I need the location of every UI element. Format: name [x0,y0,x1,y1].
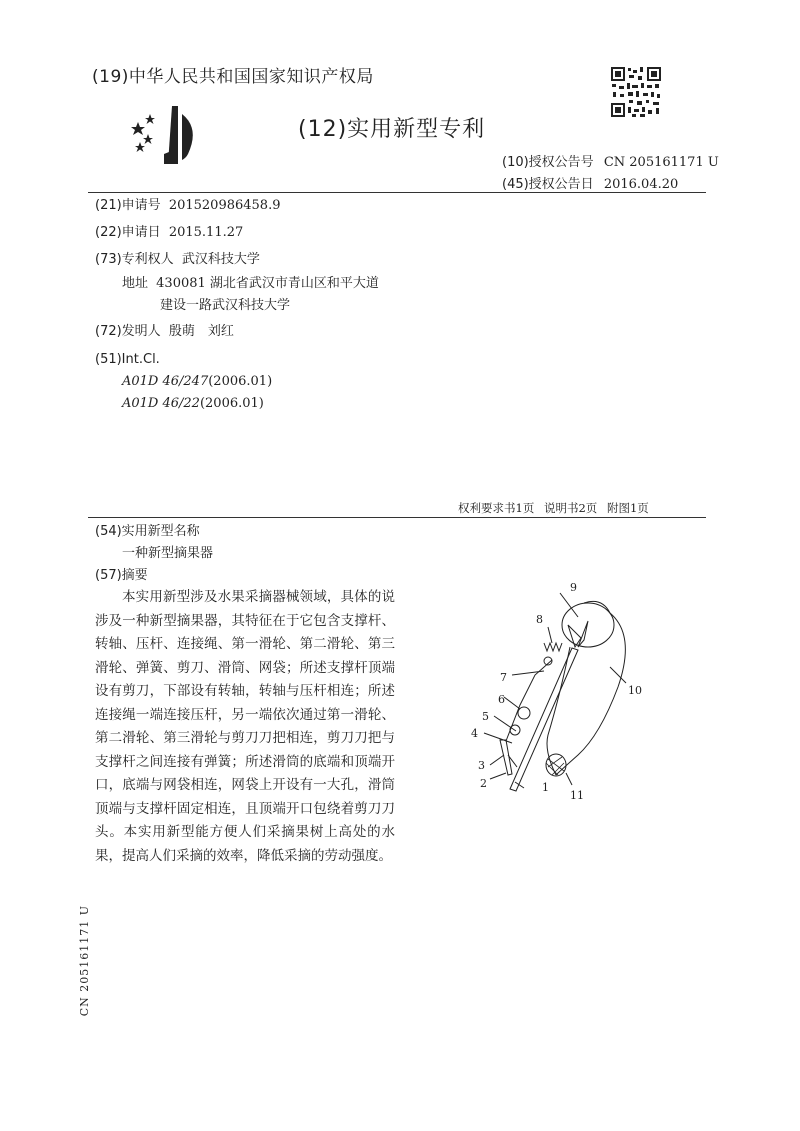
application-date-label: (22)申请日 [95,225,161,240]
inventors: 殷萌 刘红 [168,324,234,339]
address-label: 地址 [122,276,149,291]
address-line-2: 建设一路武汉科技大学 [160,298,291,313]
ipc-label-text: (51)Int.Cl. [95,352,160,367]
figure-label: 9 [570,581,577,594]
ipc-code: A01D 46/247 [122,374,209,389]
application-number-row [95,196,280,216]
publication-number: CN 205161171 U [603,155,719,170]
cnipa-logo-icon [128,104,208,168]
figure-label: 1 [542,781,549,794]
figure-label: 7 [500,671,507,684]
figure-label: 8 [536,613,543,626]
patent-drawing [460,575,660,809]
publication-date-row [502,173,678,192]
publication-date-label: (45)授权公告日 [502,177,594,192]
abstract-label-text: (57)摘要 [95,568,148,583]
application-date-row [95,223,243,243]
figure-label: 3 [478,759,485,772]
abstract-label [95,566,148,586]
figure-label: 2 [480,777,487,790]
figure-label: 5 [482,710,489,723]
inventor-label: (72)发明人 [95,324,161,339]
owner-row [95,250,260,270]
qr-code [610,66,662,122]
ipc-version: (2006.01) [208,374,273,389]
ipc-entry [122,394,264,414]
publication-date: 2016.04.20 [603,177,679,192]
document-type: (12)实用新型专利 [298,117,486,142]
fruit-picker-drawing [460,575,660,805]
header-divider [88,192,706,193]
title-label [95,522,200,542]
address-row [122,274,379,294]
side-publication-number: CN 205161171 U [78,905,91,1017]
cnipa-logo [128,104,208,172]
publication-number-label: (10)授权公告号 [502,155,594,170]
publication-number-row [502,151,719,170]
biblio-divider [88,517,706,518]
application-number: 201520986458.9 [168,198,281,213]
qr-code-icon [610,66,662,118]
title-label-text: (54)实用新型名称 [95,524,200,539]
ipc-entry [122,372,272,392]
ipc-code: A01D 46/22 [122,396,200,411]
application-date: 2015.11.27 [168,225,244,240]
application-number-label: (21)申请号 [95,198,161,213]
abstract-body [95,586,395,868]
owner: 武汉科技大学 [181,252,260,267]
ipc-version: (2006.01) [199,396,264,411]
address-line-1: 430081 湖北省武汉市青山区和平大道 [156,276,379,291]
ipc-label [95,350,160,370]
pages-summary: 权利要求书1页 说明书2页 附图1页 [458,501,649,515]
figure-label: 10 [628,684,642,697]
figure-label: 11 [570,789,584,802]
office-name: (19)中华人民共和国国家知识产权局 [92,67,374,87]
figure-label: 4 [471,727,478,740]
utility-model-title: 一种新型摘果器 [122,546,214,561]
inventor-row [95,322,234,342]
abstract-text: 本实用新型涉及水果采摘器械领域，具体的说涉及一种新型摘果器，其特征在于它包含支撑杆、转轴、压杆、连接绳、第一滑轮、第二滑轮、第三滑轮、弹簧、剪刀、滑筒、网袋；所述支撑杆顶端设有剪刀，下部设有转轴，转轴与压杆相连；所述连接绳一端连接压杆，另一端依次通过第一滑轮、第二滑轮、第三滑轮与剪刀刀把相连，剪刀刀把与支撑杆之间连接有弹簧；所述滑筒的底端和顶端开口，底端与网袋相连，网袋上开设有一大孔，滑筒顶端与支撑杆固定相连，且顶端开口包绕着剪刀刀头。本实用新型能方便人们采摘果树上高处的水果，提高人们采摘的效率，降低采摘的劳动强度。 [95,589,395,864]
owner-label: (73)专利权人 [95,252,174,267]
figure-label: 6 [498,693,505,706]
